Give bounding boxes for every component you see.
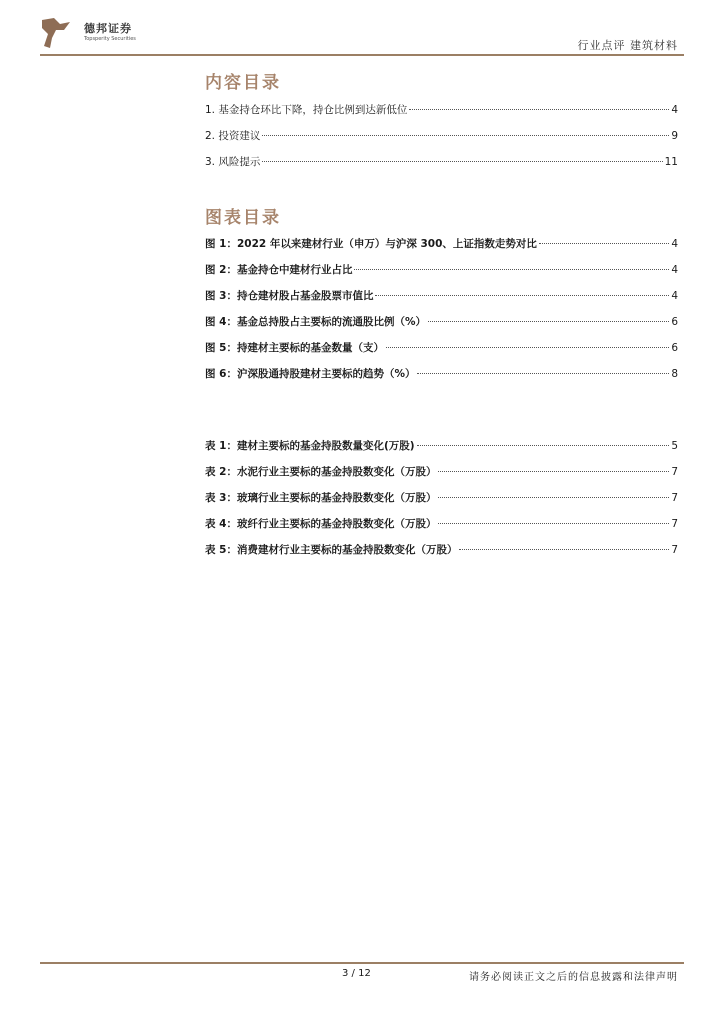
table-entry-page: 7 — [671, 544, 678, 556]
leader-dots — [438, 523, 669, 524]
figure-entry-page: 4 — [671, 290, 678, 302]
toc-entry[interactable] — [205, 102, 678, 128]
figures-list — [205, 236, 678, 392]
contents-list — [205, 102, 678, 180]
contents-title: 内容目录 — [205, 73, 281, 93]
leader-dots — [459, 549, 669, 550]
toc-entry[interactable] — [205, 128, 678, 154]
toc-entry-label: 2. 投资建议 — [205, 130, 261, 142]
toc-entry-page: 9 — [671, 130, 678, 142]
toc-entry-label: 3. 风险提示 — [205, 156, 261, 168]
leader-dots — [375, 295, 669, 296]
figure-entry-label: 图 6：沪深股通持股建材主要标的趋势（%） — [205, 368, 416, 380]
figure-entry-page: 8 — [671, 368, 678, 380]
toc-entry-page: 4 — [671, 104, 678, 116]
figure-entry[interactable] — [205, 340, 678, 366]
leader-dots — [438, 471, 669, 472]
leader-dots — [262, 161, 662, 162]
figure-entry-label: 图 5：持建材主要标的基金数量（支） — [205, 342, 384, 354]
figure-entry-page: 4 — [671, 238, 678, 250]
footer-divider — [40, 962, 684, 964]
figure-entry-page: 4 — [671, 264, 678, 276]
logo-mark-icon — [40, 16, 74, 50]
leader-dots — [428, 321, 669, 322]
header-divider — [40, 54, 684, 56]
leader-dots — [354, 269, 669, 270]
leader-dots — [262, 135, 669, 136]
footer-disclaimer: 请务必阅读正文之后的信息披露和法律声明 — [469, 972, 678, 983]
table-entry[interactable] — [205, 438, 678, 464]
toc-entry-page: 11 — [664, 156, 678, 168]
table-entry[interactable] — [205, 464, 678, 490]
table-entry-label: 表 5：消费建材行业主要标的基金持股数变化（万股） — [205, 544, 458, 556]
toc-entry-label: 1. 基金持仓环比下降，持仓比例到达新低位 — [205, 104, 408, 116]
table-entry-page: 5 — [671, 440, 678, 452]
figure-entry[interactable] — [205, 262, 678, 288]
figure-entry-label: 图 4：基金总持股占主要标的流通股比例（%） — [205, 316, 426, 328]
figure-entry-page: 6 — [671, 316, 678, 328]
table-entry-label: 表 3：玻璃行业主要标的基金持股数变化（万股） — [205, 492, 437, 504]
table-entry-label: 表 2：水泥行业主要标的基金持股数变化（万股） — [205, 466, 437, 478]
toc-entry[interactable] — [205, 154, 678, 180]
figure-entry-label: 图 2：基金持仓中建材行业占比 — [205, 264, 353, 276]
report-type: 行业点评 建筑材料 — [577, 39, 678, 52]
brand-name-cn: 德邦证券 — [84, 22, 132, 35]
table-entry-page: 7 — [671, 492, 678, 504]
table-entry[interactable] — [205, 490, 678, 516]
table-entry[interactable] — [205, 516, 678, 542]
figure-entry-page: 6 — [671, 342, 678, 354]
page-number: 3 / 12 — [342, 968, 371, 979]
table-entry-label: 表 1：建材主要标的基金持股数量变化(万股) — [205, 440, 415, 452]
leader-dots — [417, 373, 669, 374]
company-logo — [40, 16, 150, 50]
leader-dots — [409, 109, 669, 110]
table-entry-label: 表 4：玻纤行业主要标的基金持股数变化（万股） — [205, 518, 437, 530]
figures-title: 图表目录 — [205, 208, 281, 228]
figure-entry-label: 图 3：持仓建材股占基金股票市值比 — [205, 290, 374, 302]
brand-name-en: Topsperity Securities — [84, 36, 136, 42]
figure-entry-label: 图 1：2022 年以来建材行业（申万）与沪深 300、上证指数走势对比 — [205, 238, 537, 250]
figure-entry[interactable] — [205, 366, 678, 392]
figure-entry[interactable] — [205, 314, 678, 340]
leader-dots — [539, 243, 669, 244]
table-entry[interactable] — [205, 542, 678, 568]
table-entry-page: 7 — [671, 466, 678, 478]
figure-entry[interactable] — [205, 236, 678, 262]
leader-dots — [438, 497, 669, 498]
table-entry-page: 7 — [671, 518, 678, 530]
tables-list — [205, 438, 678, 568]
figure-entry[interactable] — [205, 288, 678, 314]
leader-dots — [417, 445, 670, 446]
leader-dots — [386, 347, 669, 348]
